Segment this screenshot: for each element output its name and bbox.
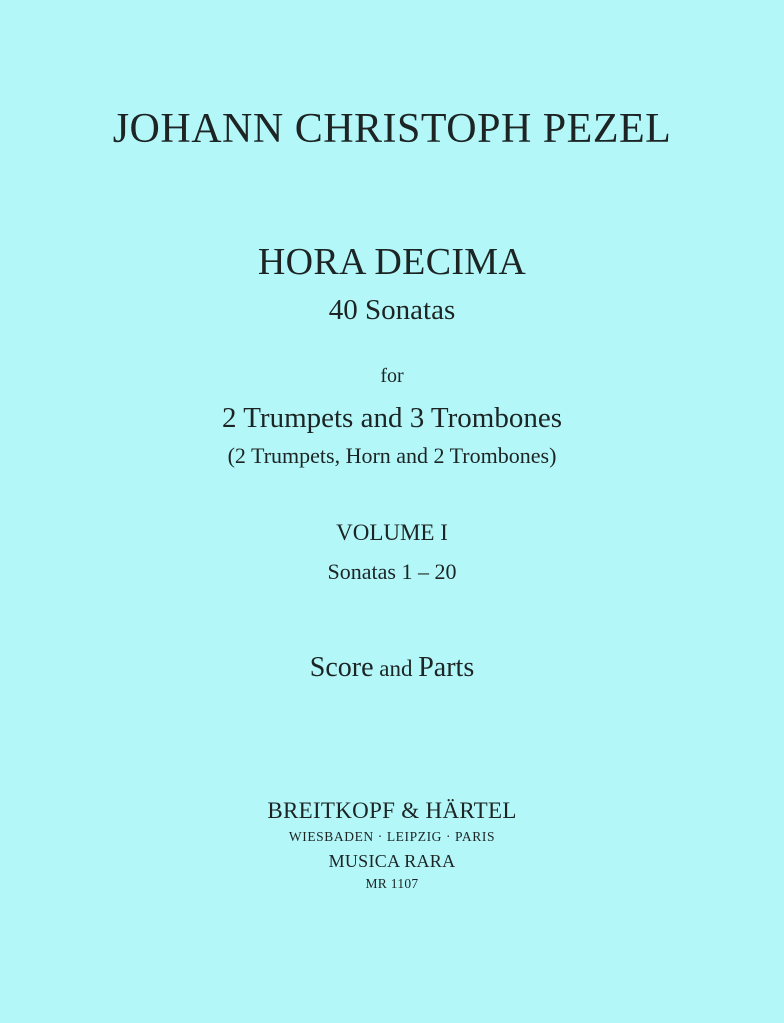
edition-type: [0, 654, 784, 682]
publisher-name: BREITKOPF & HÄRTEL: [267, 798, 517, 823]
edition-parts: Parts: [418, 652, 475, 683]
edition-score: Score: [309, 652, 374, 683]
work-title: HORA DECIMA: [257, 241, 527, 283]
series-name: MUSICA RARA: [328, 851, 456, 871]
publisher-cities: WIESBADEN · LEIPZIG · PARIS: [288, 829, 496, 844]
for-label: for: [380, 365, 404, 387]
volume-label: VOLUME I: [336, 520, 448, 545]
sonata-range: Sonatas 1 – 20: [327, 559, 457, 584]
composer-name: JOHANN CHRISTOPH PEZEL: [112, 106, 672, 152]
catalog-number: MR 1107: [365, 876, 419, 891]
alternative-instrumentation: (2 Trumpets, Horn and 2 Trombones): [227, 443, 557, 468]
edition-conjunction: and: [373, 656, 419, 681]
work-subtitle: 40 Sonatas: [328, 294, 456, 326]
instrumentation: 2 Trumpets and 3 Trombones: [221, 402, 562, 434]
